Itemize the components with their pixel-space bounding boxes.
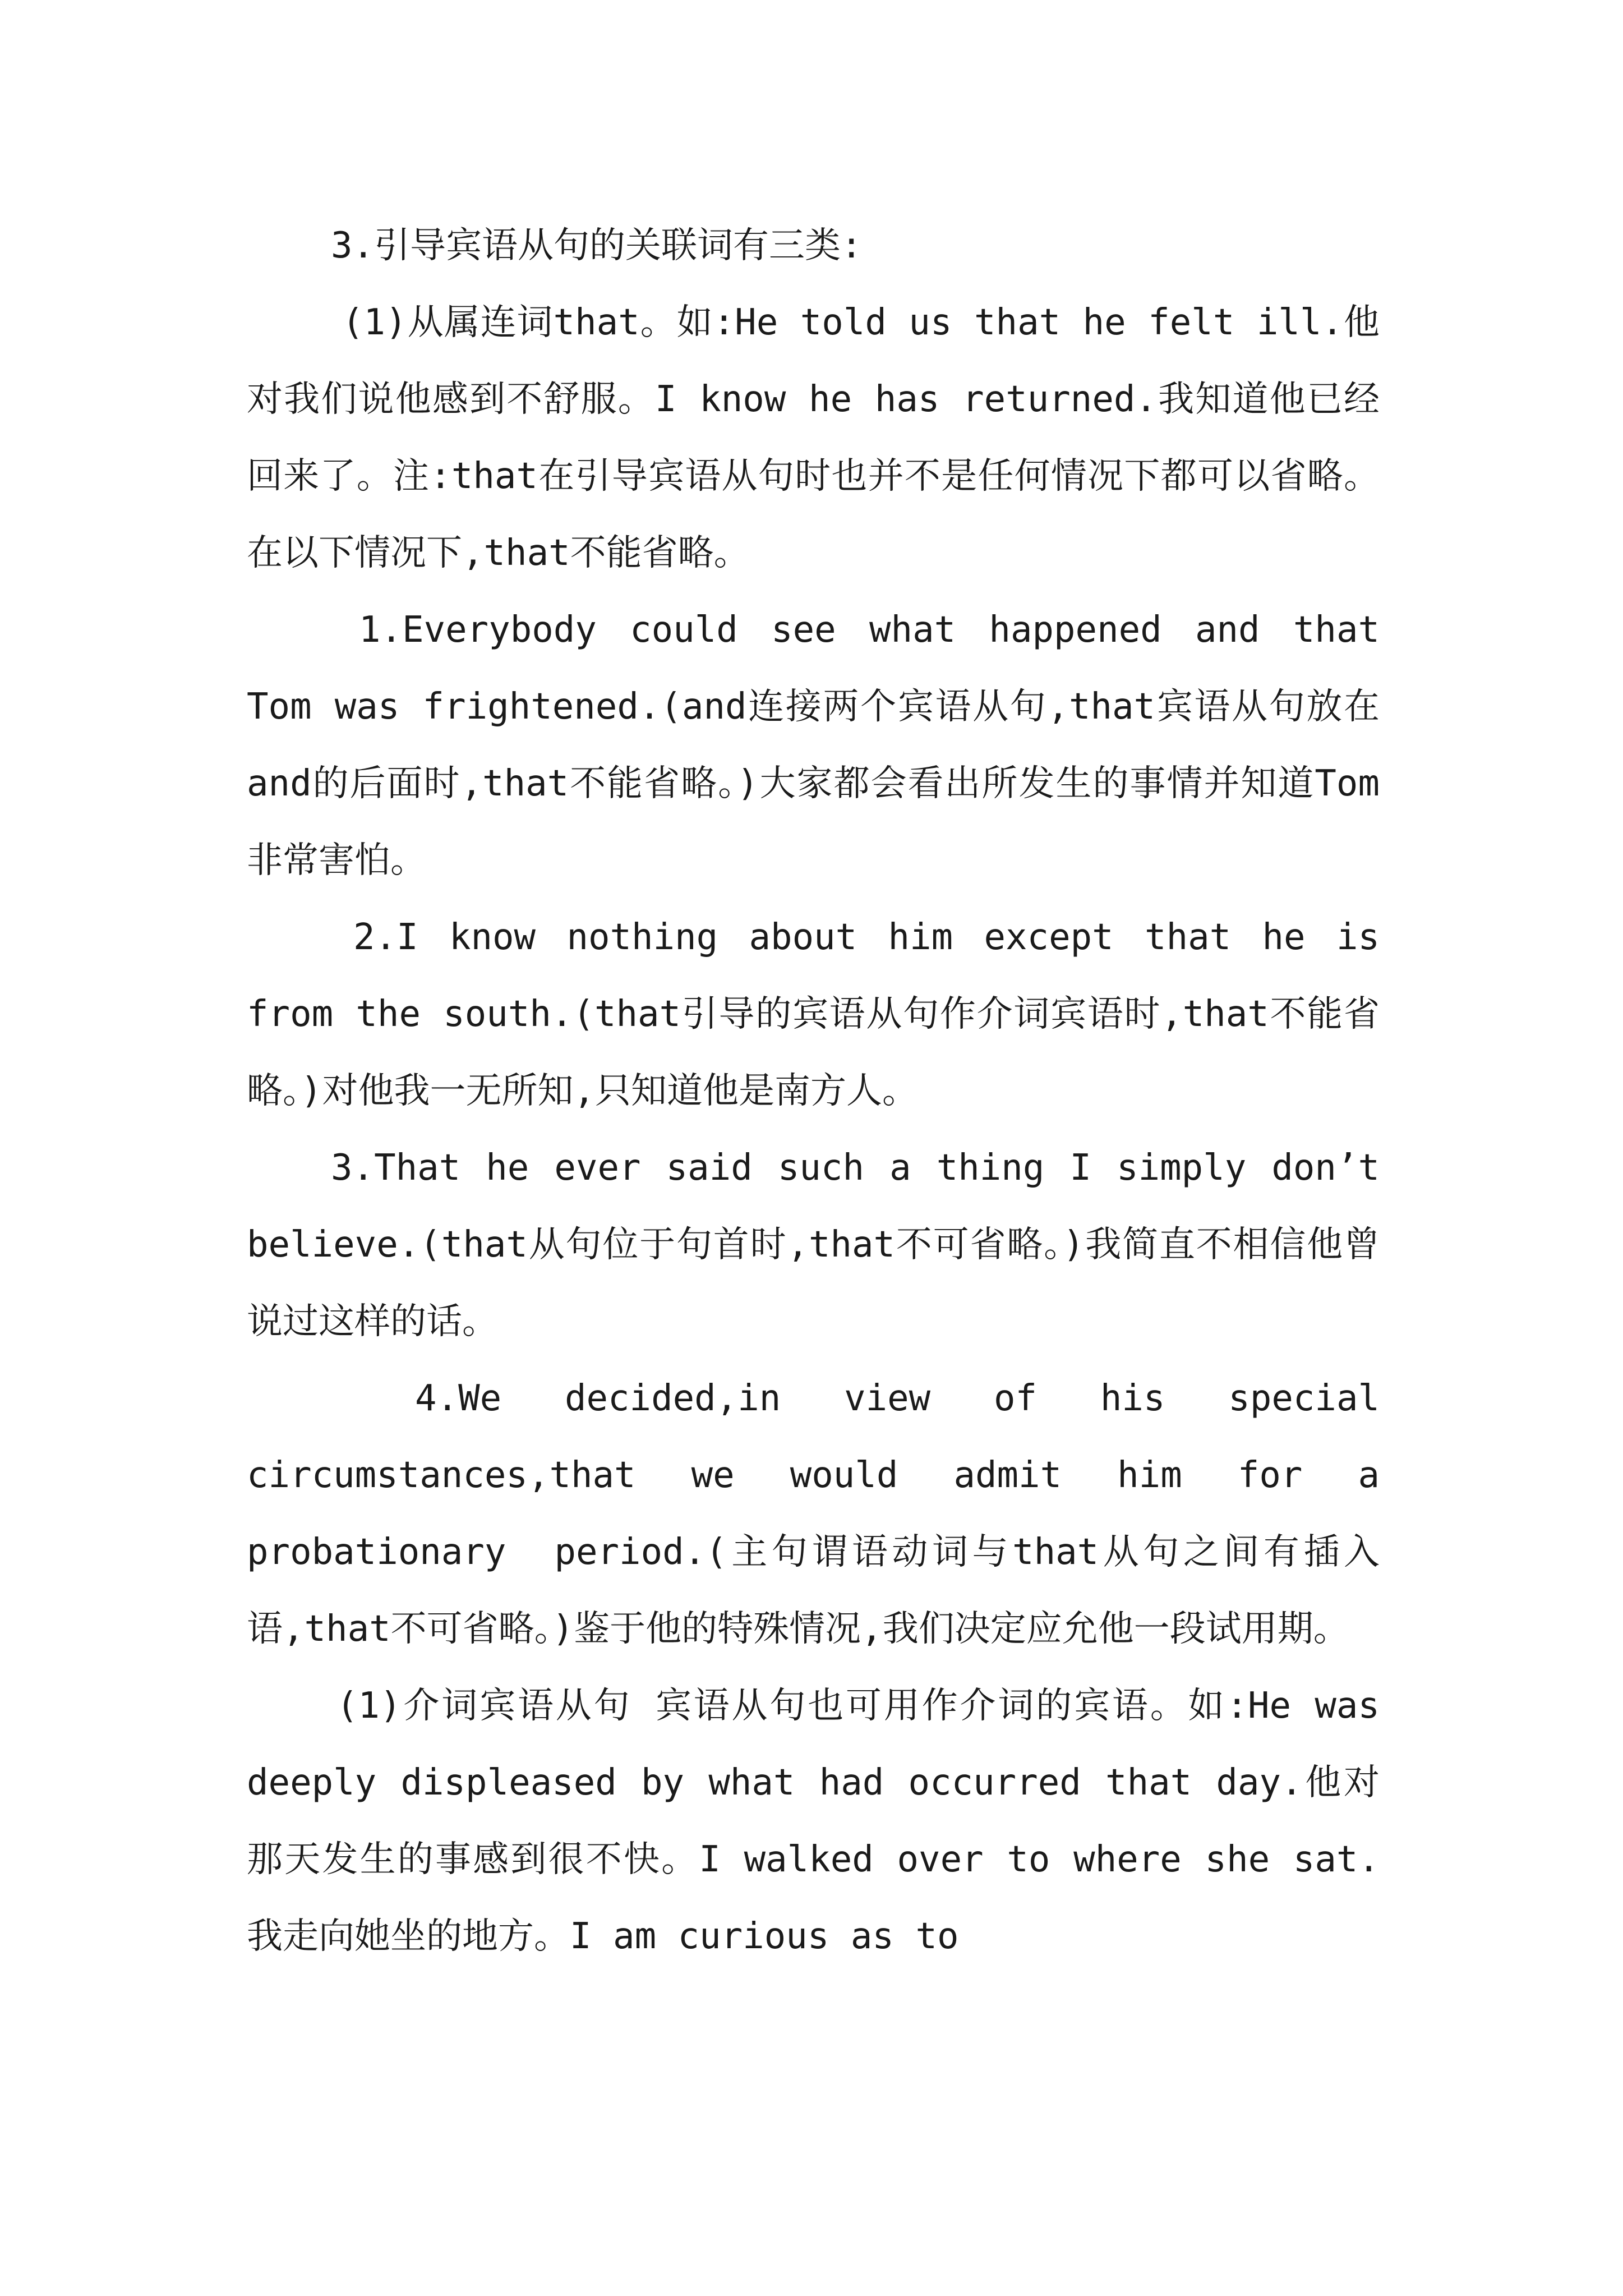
section-heading: 3.引导宾语从句的关联词有三类: — [331, 225, 863, 266]
document-body — [247, 208, 1380, 1975]
example-3: 3.That he ever said such a thing I simply don’t believe.(that从句位于句首时,that不可省略。)我简直不相信他曾说过这样的话。 — [247, 1147, 1380, 1342]
paragraph-prepositional-object-clause: (1)介词宾语从句 宾语从句也可用作介词的宾语。如:He was deeply displeased by what had occurred that day.他对那天发生的事感到很不快。I walked over to where she sat.我走向她坐的地方。I am curious as to — [247, 1685, 1380, 1957]
paragraph-subordinating-conjunction: (1)从属连词that。如:He told us that he felt ill.他对我们说他感到不舒服。I know he has returned.我知道他已经回来了。注:that在引导宾语从句时也并不是任何情况下都可以省略。在以下情况下,that不能省略。 — [247, 302, 1380, 574]
example-2: 2.I know nothing about him except that he is from the south.(that引导的宾语从句作介词宾语时,that不能省略。)对他我一无所知,只知道他是南方人。 — [247, 917, 1380, 1112]
example-1: 1.Everybody could see what happened and that Tom was frightened.(and连接两个宾语从句,that宾语从句放在and的后面时,that不能省略。)大家都会看出所发生的事情并知道Tom非常害怕。 — [247, 609, 1380, 881]
example-4: 4.We decided,in view of his special circumstances,that we would admit him for a probationary period.(主句谓语动词与that从句之间有插入语,that不可省略。)鉴于他的特殊情况,我们决定应允他一段试用期。 — [247, 1378, 1380, 1650]
